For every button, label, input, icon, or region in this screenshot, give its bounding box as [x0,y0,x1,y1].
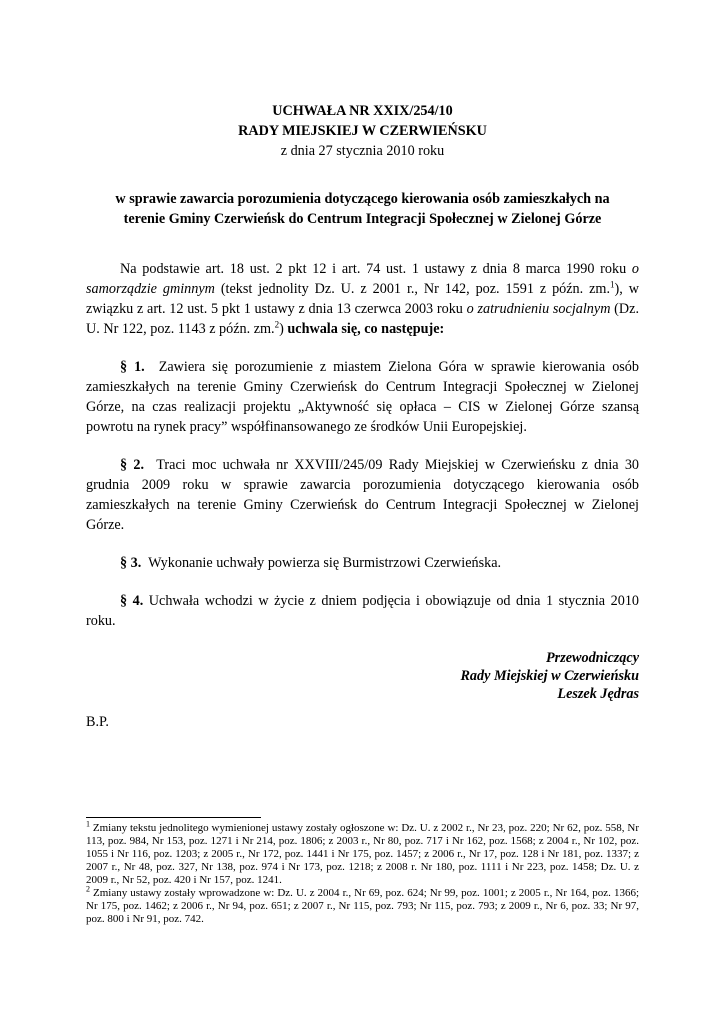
section-label: § 1. [120,359,145,375]
preamble-text-c: ), w związku z art. 12 ust. 5 pkt 1 ustawy z dnia 13 czerwca 2003 roku [86,281,639,317]
resolution-header [86,101,639,161]
signature-name: Leszek Jędras [557,686,639,702]
initials: B.P. [86,714,109,730]
footnote-mark: 1 [86,819,90,829]
section-text: Zawiera się porozumienie z miastem Zielona Góra w sprawie kierowania osób zamieszkałych na terenie Gminy Czerwieńsk do Centrum Integracji Społecznej w Zielonej Górze, na czas realizacji projektu „Aktywność się opłaca – CIS w Zielonej Górze szansą powrotu na rynek pracy” współfinansowanego ze środków Unii Europejskiej. [86,359,639,435]
subject-line-2: terenie Gminy Czerwieńsk do Centrum Integracji Społecznej w Zielonej Górze [123,211,602,227]
section-2 [86,455,639,535]
section-label: § 4. [120,593,144,609]
section-text: Traci moc uchwała nr XXVIII/245/09 Rady Miejskiej w Czerwieńsku z dnia 30 grudnia 2009 roku w sprawie zawarcia porozumienia dotyczącego kierowania osób zamieszkałych na terenie Gminy Czerwieńsk do Centrum Integracji Społecznej w Zielonej Górze. [86,457,640,533]
footnote-ref-2: 2 [274,319,280,330]
preamble-text-d: (Dz. U. Nr 122, poz. 1143 z późn. zm. [86,301,639,337]
footnote-text: Zmiany ustawy zostały wprowadzone w: Dz. U. z 2004 r., Nr 69, poz. 624; Nr 99, poz. 1001; z 2005 r., Nr 164, poz. 1366; Nr 175, poz. 1462; z 2006 r., Nr 94, poz. 651; z 2007 r., Nr 115, poz. 793; Nr 115, poz. 793; z 2009 r., Nr 6, poz. 33; Nr 97, poz. 800 i Nr 91, poz. 742. [86,887,639,925]
signature-block [86,649,639,703]
resolution-date: z dnia 27 stycznia 2010 roku [280,143,445,159]
section-label: § 2. [120,457,144,473]
footnote-separator [86,817,261,818]
resolution-number: UCHWAŁA NR XXIX/254/10 [272,103,453,119]
document-page [86,101,639,732]
preamble-act-title-2: o zatrudnieniu socjalnym [466,301,611,317]
preamble-text-a: Na podstawie art. 18 ust. 2 pkt 12 i art. 74 ust. 1 ustawy z dnia 8 marca 1990 roku [120,261,632,277]
section-3 [86,553,639,573]
council-name: RADY MIEJSKIEJ W CZERWIEŃSKU [238,123,487,139]
footnote-ref-1: 1 [610,279,615,290]
section-1 [86,357,639,437]
preamble-act-title-1: o samorządzie gminnym [86,261,639,297]
preamble-text-b: (tekst jednolity Dz. U. z 2001 r., Nr 142, poz. 1591 z późn. zm. [214,281,611,297]
footnotes [86,819,639,926]
footnote-mark: 2 [86,884,90,894]
signature-title: Przewodniczący [546,650,639,666]
section-label: § 3. [120,555,142,571]
section-text: Uchwała wchodzi w życie z dniem podjęcia i obowiązuje od dnia 1 stycznia 2010 roku. [86,593,640,629]
preamble-text-e: ) [279,321,288,337]
footnote-1 [86,819,639,887]
section-text: Wykonanie uchwały powierza się Burmistrzowi Czerwieńska. [148,555,502,571]
preamble-enactment: uchwala się, co następuje: [287,321,445,337]
subject-line-1: w sprawie zawarcia porozumienia dotyczącego kierowania osób zamieszkałych na [115,191,610,207]
footnote-text: Zmiany tekstu jednolitego wymienionej ustawy zostały ogłoszone w: Dz. U. z 2002 r., Nr 23, poz. 220; Nr 62, poz. 558, Nr 113, poz. 984, Nr 153, poz. 1271 i Nr 214, poz. 1806; z 2003 r., Nr 80, poz. 717 i Nr 162, poz. 1568; z 2004 r., Nr 102, poz. 1055 i Nr 116, poz. 1203; z 2005 r., Nr 172, poz. 1441 i Nr 175, poz. 1457; z 2006 r., Nr 17, poz. 128 i Nr 181, poz. 1337; z 2007 r., Nr 48, poz. 327, Nr 138, poz. 974 i Nr 173, poz. 1218; z 2008 r. Nr 180, poz. 1111 i Nr 223, poz. 1458; Dz. U. z 2009 r., Nr 52, poz. 420 i Nr 157, poz. 1241. [86,822,639,886]
preamble [86,259,639,339]
section-4 [86,591,639,631]
footnote-2 [86,884,639,926]
signature-body: Rady Miejskiej w Czerwieńsku [460,668,639,684]
resolution-subject [86,189,639,229]
